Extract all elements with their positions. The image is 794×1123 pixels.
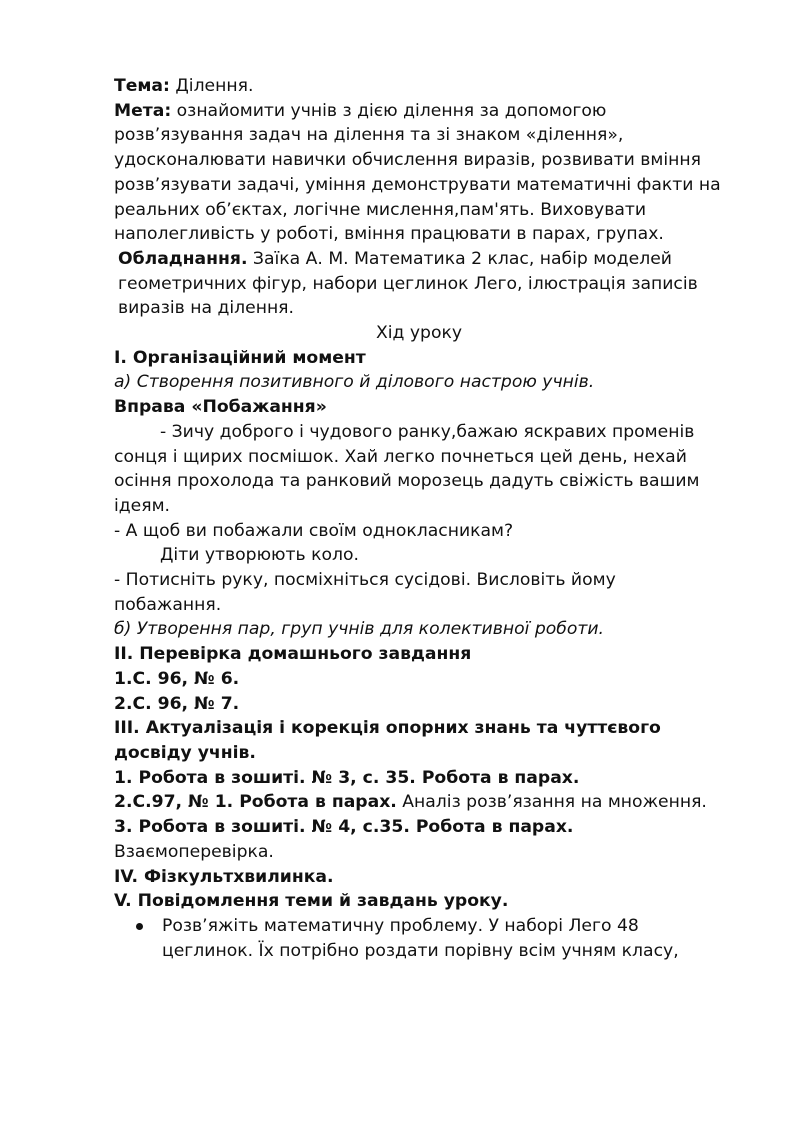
exercise-title: Вправа «Побажання» (114, 397, 327, 418)
equipment-label: Обладнання. (118, 248, 248, 269)
equipment-text: Заїка А. М. Математика 2 клас, набір моделей геометричних фігур, набори цеглинок Лего, ілюстрація записів виразів на ділення. (118, 248, 698, 319)
lesson-heading: Хід уроку (375, 323, 463, 344)
section2-title: ІІ. Перевірка домашнього завдання (114, 644, 472, 665)
section5-bullet1-text: Розв’яжіть математичну проблему. У наборі Лего 48 цеглинок. Їх потрібно роздати порівну всім учням класу, (162, 915, 679, 961)
section3-item3: 3. Робота в зошиті. № 4, с.35. Робота в парах. (114, 817, 574, 838)
section3-item2-bold: 2.С.97, № 1. Робота в парах. (114, 792, 397, 813)
section3-item1: 1. Робота в зошиті. № 3, с. 35. Робота в парах. (114, 767, 580, 788)
handshake-text: - Потисніть руку, посміхніться сусідові. Висловіть йому побажання. (114, 570, 616, 615)
bullet-icon (136, 923, 143, 930)
section2-item1: 1.С. 96, № 6. (114, 668, 240, 689)
topic-line (114, 74, 724, 99)
goal-text: ознайомити учнів з дією ділення за допомогою розв’язування задач на ділення та зі знаком «ділення», удосконалювати навички обчислення виразів, розвивати вміння розв’язувати задачі, уміння демонструвати математичні факти на реальних об’єктах, логічне мислення,пам'ять. Виховувати наполегливість у роботі, вміння працювати в парах, групах. (114, 100, 721, 245)
section5-title: V. Повідомлення теми й завдань уроку. (114, 891, 509, 912)
goal-label: Мета: (114, 100, 172, 121)
topic-text: Ділення. (169, 76, 254, 96)
circle-text: Діти утворюють коло. (160, 545, 359, 566)
section3-item2 (114, 790, 724, 815)
lesson-plan-page (114, 74, 724, 963)
section1-title: І. Організаційний момент (114, 347, 366, 368)
goal-paragraph (114, 99, 724, 247)
wish-text: - Зичу доброго і чудового ранку,бажаю яскравих променів сонця і щирих посмішок. Хай легко почнеться цей день, нехай осіння прохолода та ранковий морозець дадуть свіжість вашим ідеям. (114, 421, 700, 516)
topic-label: Тема: (114, 76, 170, 96)
list-item (162, 914, 724, 963)
section1-sub-a: а) Створення позитивного й ділового настрою учнів. (114, 372, 595, 393)
section5-bullet-list (114, 914, 724, 963)
section2-item2: 2.С. 96, № 7. (114, 693, 240, 714)
question-text: - А щоб ви побажали своїм однокласникам? (114, 520, 514, 541)
section4-title: ІV. Фізкультхвилинка. (114, 866, 334, 887)
equipment-paragraph (114, 247, 724, 321)
section3-item2-text: Аналіз розв’язання на множення. (396, 792, 707, 813)
section3-title: ІІІ. Актуалізація і корекція опорних знань та чуттєвого досвіду учнів. (114, 718, 661, 763)
section1-sub-b: б) Утворення пар, груп учнів для колективної роботи. (114, 619, 605, 640)
section3-item3-note: Взаємоперевірка. (114, 841, 274, 862)
